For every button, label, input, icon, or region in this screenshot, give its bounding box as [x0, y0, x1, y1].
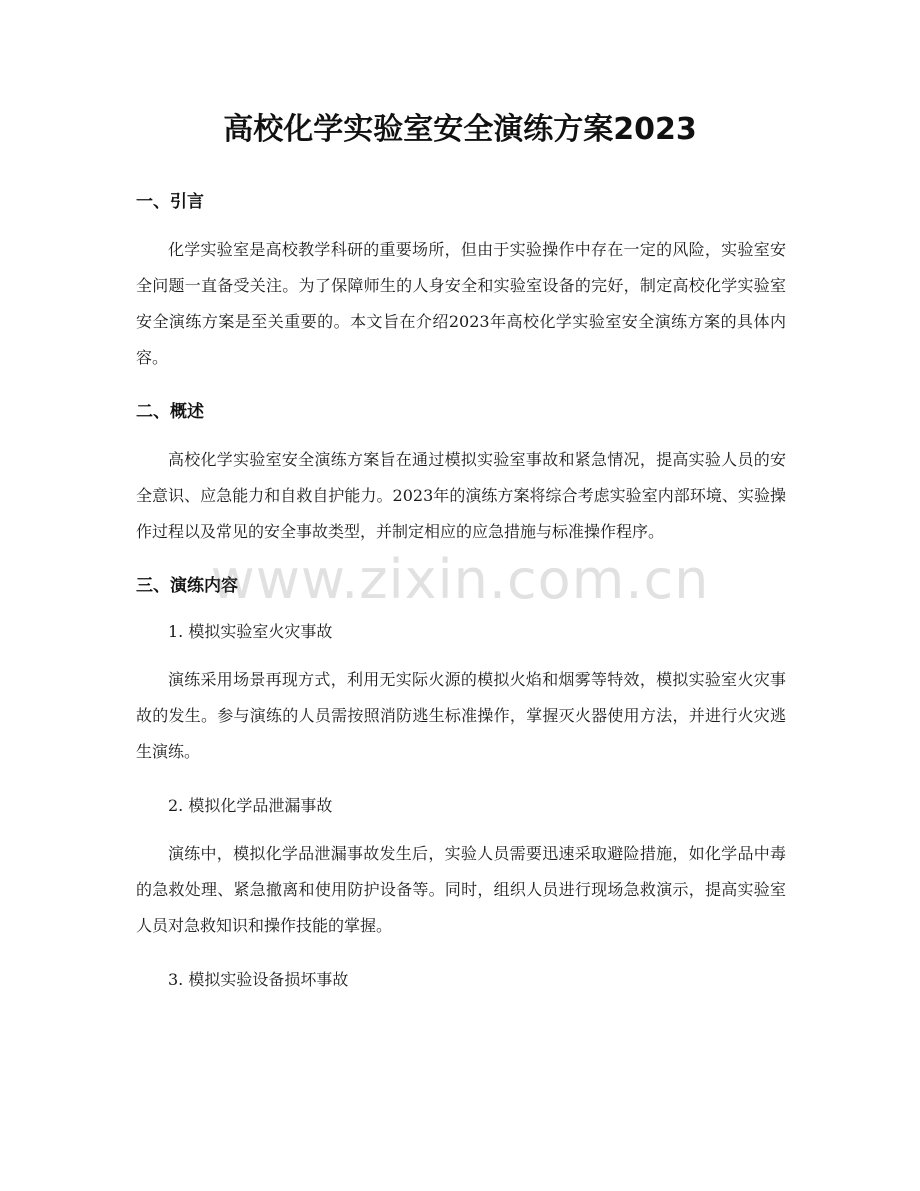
section-heading: 二、概述: [136, 402, 204, 422]
drill-item-equipment-damage-heading: 3. 模拟实验设备损坏事故: [168, 970, 349, 989]
drill-item-chemical-leak-paragraph: 演练中，模拟化学品泄漏事故发生后，实验人员需要迅速采取避险措施，如化学品中毒的急救处理、紧急撤离和使用防护设备等。同时，组织人员进行现场急救演示，提高实验室人员对急救知识和操作技能的掌握。: [136, 844, 786, 935]
section-paragraph: 化学实验室是高校教学科研的重要场所，但由于实验操作中存在一定的风险，实验室安全问题一直备受关注。为了保障师生的人身安全和实验室设备的完好，制定高校化学实验室安全演练方案是至关重要的。本文旨在介绍2023年高校化学实验室安全演练方案的具体内容。: [136, 240, 786, 367]
section-heading: 三、演练内容: [136, 576, 238, 596]
document-title: 高校化学实验室安全演练方案2023: [223, 112, 697, 147]
section-heading: 一、引言: [136, 192, 204, 212]
section-introduction: [136, 184, 786, 376]
drill-item-fire-heading: 1. 模拟实验室火灾事故: [168, 622, 333, 641]
watermark-text: www.zixin.com.cn: [210, 548, 710, 611]
drill-item-chemical-leak-heading: 2. 模拟化学品泄漏事故: [168, 796, 333, 815]
section-overview: [136, 394, 786, 550]
section-drill-content: [136, 568, 786, 998]
drill-item-fire-paragraph: 演练采用场景再现方式，利用无实际火源的模拟火焰和烟雾等特效，模拟实验室火灾事故的发生。参与演练的人员需按照消防逃生标准操作，掌握灭火器使用方法，并进行火灾逃生演练。: [136, 670, 786, 761]
section-paragraph: 高校化学实验室安全演练方案旨在通过模拟实验室事故和紧急情况，提高实验人员的安全意识、应急能力和自救自护能力。2023年的演练方案将综合考虑实验室内部环境、实验操作过程以及常见的安全事故类型，并制定相应的应急措施与标准操作程序。: [136, 450, 786, 541]
